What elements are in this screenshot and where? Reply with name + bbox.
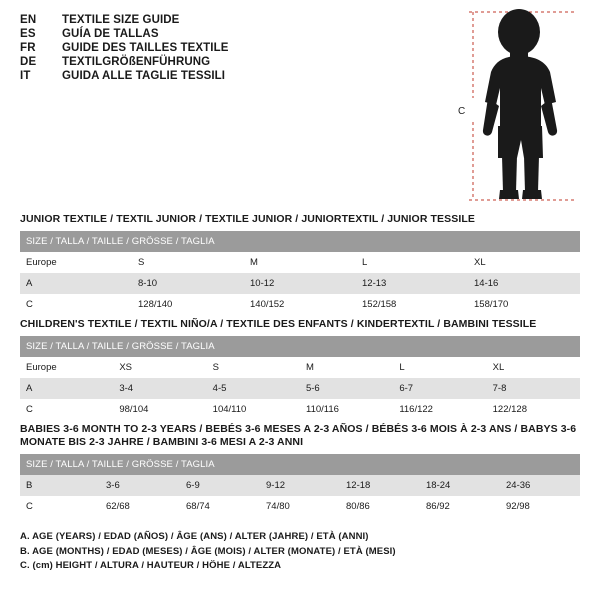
row-label: C [20, 399, 113, 420]
section-title: JUNIOR TEXTILE / TEXTIL JUNIOR / TEXTILE JUNIOR / JUNIORTEXTIL / JUNIOR TESSILE [20, 213, 475, 225]
table-head-label: SIZE / TALLA / TAILLE / GRÖSSE / TAGLIA [20, 336, 580, 357]
cell: 18-24 [420, 475, 500, 496]
cell: L [393, 357, 486, 378]
header-title: TEXTILGRÖßENFÜHRUNG [62, 56, 211, 68]
table-row [20, 273, 580, 294]
section-children-textile [20, 318, 580, 420]
header-row [20, 14, 440, 26]
section-title: BABIES 3-6 MONTH TO 2-3 YEARS / BEBÉS 3-6 MESES A 2-3 AÑOS / BÉBÉS 3-6 MOIS À 2-3 ANS / BABYS 3-6 MONATE BIS 2-3 JAHRE / BAMBINI 3-6 MESI A 2-3 ANNI [20, 423, 577, 449]
table-head-label: SIZE / TALLA / TAILLE / GRÖSSE / TAGLIA [20, 231, 580, 252]
cell: XL [487, 357, 580, 378]
section-title: CHILDREN'S TEXTILE / TEXTIL NIÑO/A / TEXTILE DES ENFANTS / KINDERTEXTIL / BAMBINI TESSILE [20, 318, 537, 330]
table-head-row [20, 454, 580, 475]
junior-size-table [20, 231, 580, 315]
cell: 158/170 [468, 294, 580, 315]
cell: 10-12 [244, 273, 356, 294]
header-title: TEXTILE SIZE GUIDE [62, 14, 180, 26]
cell: 68/74 [180, 496, 260, 517]
row-label: C [20, 496, 100, 517]
child-silhouette-figure [455, 6, 585, 206]
cell: S [207, 357, 300, 378]
height-measure-label: C [458, 106, 466, 117]
header-title: GUIDE DES TAILLES TEXTILE [62, 42, 229, 54]
language-code: DE [20, 56, 37, 68]
cell: 80/86 [340, 496, 420, 517]
row-label: C [20, 294, 132, 315]
cell: S [132, 252, 244, 273]
row-label: A [20, 378, 113, 399]
table-row [20, 294, 580, 315]
children-size-table [20, 336, 580, 420]
table-row [20, 496, 580, 517]
cell: 3-4 [113, 378, 206, 399]
language-code: IT [20, 70, 31, 82]
cell: 14-16 [468, 273, 580, 294]
cell: 6-7 [393, 378, 486, 399]
babies-size-table [20, 454, 580, 517]
cell: 3-6 [100, 475, 180, 496]
cell: 4-5 [207, 378, 300, 399]
language-code: ES [20, 28, 36, 40]
cell: L [356, 252, 468, 273]
language-code: FR [20, 42, 36, 54]
cell: 9-12 [260, 475, 340, 496]
table-row [20, 475, 580, 496]
header [20, 14, 440, 84]
cell: 8-10 [132, 273, 244, 294]
section-junior-textile [20, 213, 580, 315]
cell: 92/98 [500, 496, 580, 517]
header-row [20, 56, 440, 68]
row-label: Europe [20, 252, 132, 273]
table-row [20, 357, 580, 378]
table-head-label: SIZE / TALLA / TAILLE / GRÖSSE / TAGLIA [20, 454, 580, 475]
header-title: GUIDA ALLE TAGLIE TESSILI [62, 70, 226, 82]
cell: 98/104 [113, 399, 206, 420]
header-row [20, 28, 440, 40]
cell: 74/80 [260, 496, 340, 517]
cell: 152/158 [356, 294, 468, 315]
cell: M [244, 252, 356, 273]
table-row [20, 378, 580, 399]
table-head-row [20, 231, 580, 252]
cell: 86/92 [420, 496, 500, 517]
cell: 6-9 [180, 475, 260, 496]
table-row [20, 252, 580, 273]
cell: 140/152 [244, 294, 356, 315]
row-label: B [20, 475, 100, 496]
header-row [20, 42, 440, 54]
cell: 12-13 [356, 273, 468, 294]
header-row [20, 70, 440, 82]
legend-line-a: A. AGE (YEARS) / EDAD (AÑOS) / ÂGE (ANS) / ALTER (JAHRE) / ETÀ (ANNI) [20, 531, 369, 542]
cell: 5-6 [300, 378, 393, 399]
section-babies-textile [20, 423, 580, 517]
language-code: EN [20, 14, 37, 26]
header-title: GUÍA DE TALLAS [62, 28, 159, 40]
cell: 104/110 [207, 399, 300, 420]
legend-line-c: C. (cm) HEIGHT / ALTURA / HAUTEUR / HÖHE / ALTEZZA [20, 560, 282, 572]
table-row [20, 399, 580, 420]
cell: 7-8 [487, 378, 580, 399]
cell: 24-36 [500, 475, 580, 496]
row-label: A [20, 273, 132, 294]
cell: 62/68 [100, 496, 180, 517]
cell: XL [468, 252, 580, 273]
cell: 110/116 [300, 399, 393, 420]
cell: 122/128 [487, 399, 580, 420]
legend [20, 530, 580, 574]
cell: 116/122 [393, 399, 486, 420]
legend-line-b: B. AGE (MONTHS) / EDAD (MESES) / ÂGE (MOIS) / ALTER (MONATE) / ETÀ (MESI) [20, 545, 396, 557]
cell: 128/140 [132, 294, 244, 315]
cell: XS [113, 357, 206, 378]
table-head-row [20, 336, 580, 357]
row-label: Europe [20, 357, 113, 378]
cell: M [300, 357, 393, 378]
cell: 12-18 [340, 475, 420, 496]
